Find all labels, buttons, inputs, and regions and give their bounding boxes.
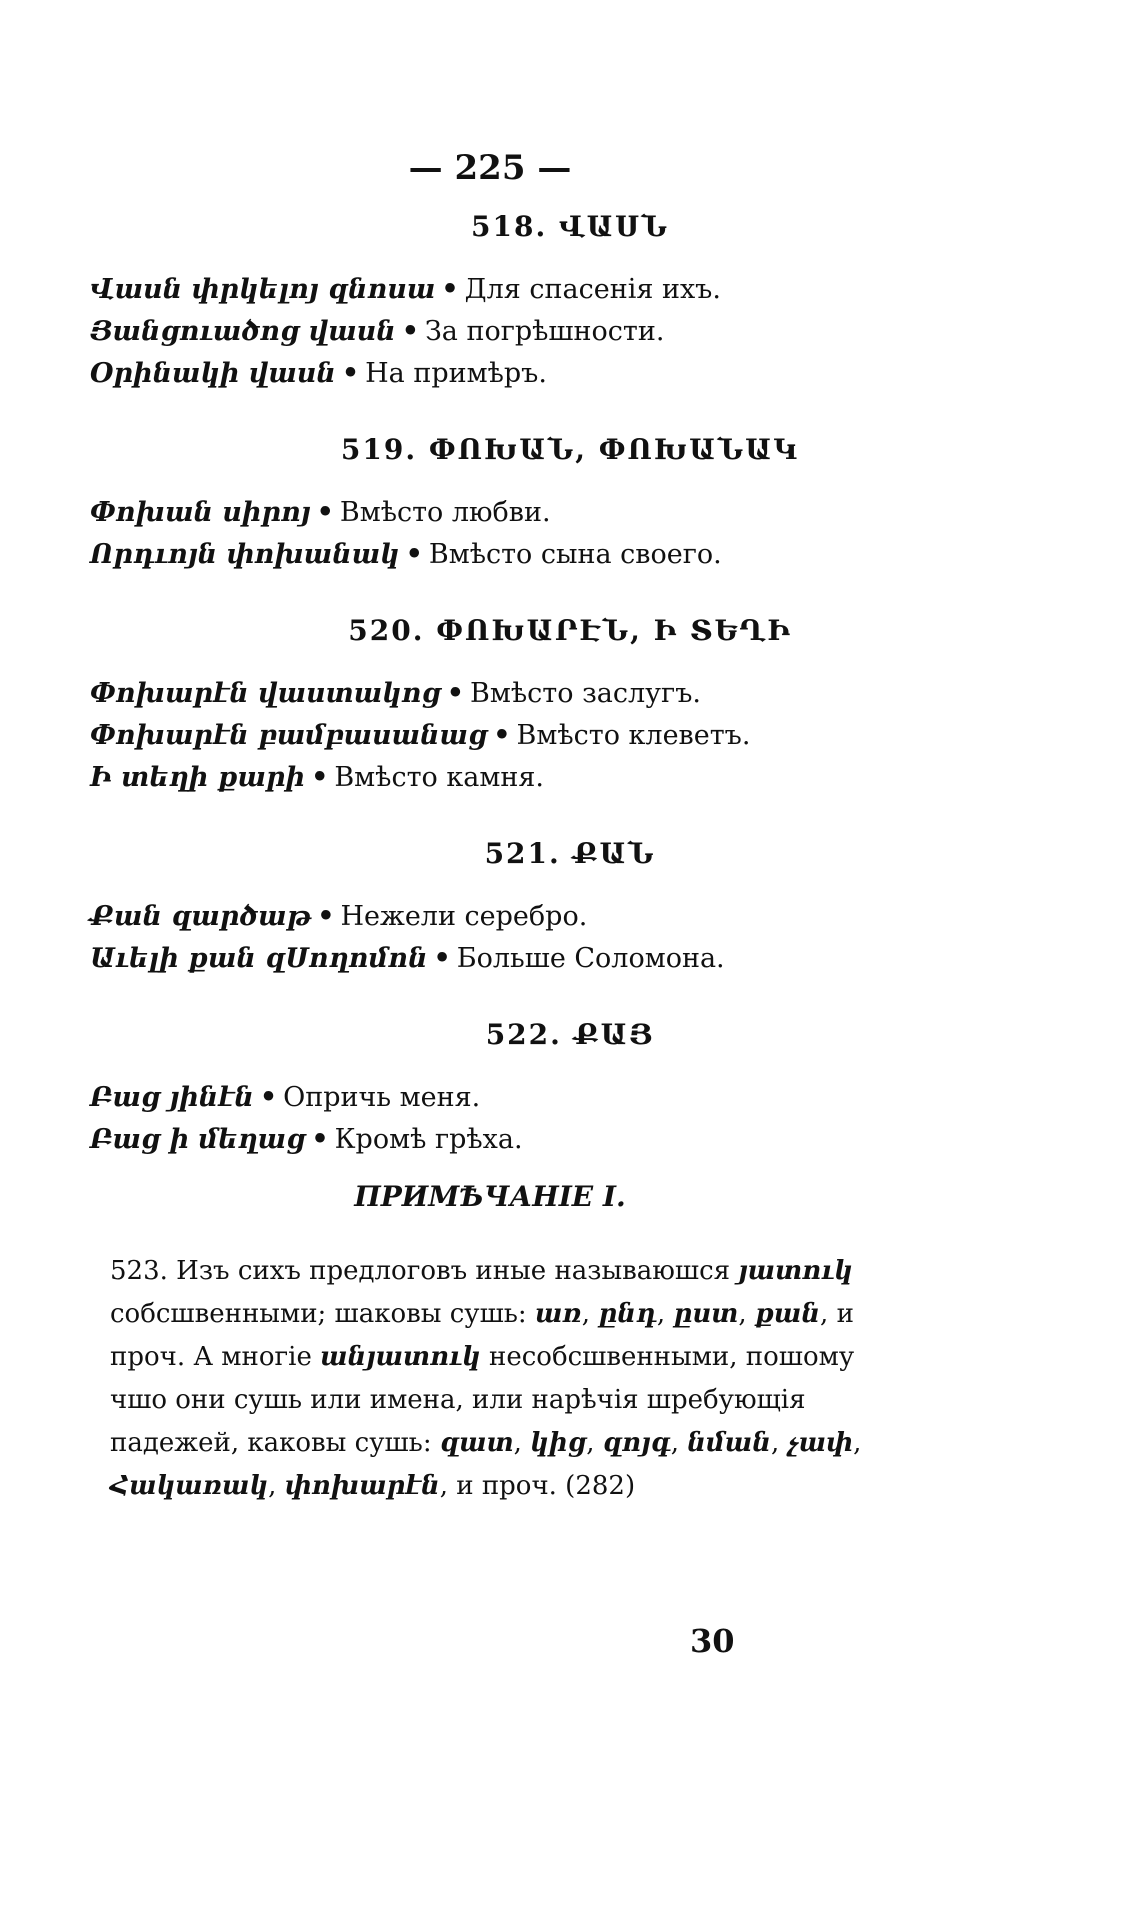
note-text: несобсшвенными, пошому чшо они сушь или имена, или нарѣчія шребующія падежей, каковы сушь:	[110, 1342, 855, 1458]
example-line: Քան զարծաթ • Нежели серебро.	[90, 901, 588, 932]
russian-translation: На примѣръ.	[365, 358, 547, 389]
note-paragraph	[110, 1250, 910, 1508]
russian-translation: Опричь меня.	[283, 1082, 481, 1113]
russian-translation: Вмѣсто камня.	[334, 762, 544, 793]
russian-translation: Вмѣсто клеветъ.	[516, 720, 751, 751]
example-line: Փոխարէն վաստակոց • Вмѣсто заслугъ.	[90, 678, 701, 709]
example-line: Փոխարէն բամբասանաց • Вмѣсто клеветъ.	[90, 720, 751, 751]
note-text: 523. Изъ сихъ предлоговъ иные называюшся	[110, 1256, 739, 1286]
armenian-phrase: Քան զարծաթ	[90, 901, 312, 932]
armenian-phrase: Աւելի քան զՍողոմոն	[90, 943, 428, 974]
armenian-phrase: Բաց յինէն	[90, 1082, 254, 1113]
example-line: Յանցուածոց վասն • За погрѣшности.	[90, 316, 665, 347]
note-text: ,	[268, 1471, 285, 1501]
entry	[90, 433, 990, 576]
russian-translation: Нежели серебро.	[340, 901, 588, 932]
entry-heading: 522. ՔԱՅ	[485, 1018, 655, 1051]
armenian-phrase: Օրինակի վասն	[90, 358, 336, 389]
armenian-term: նման	[687, 1428, 771, 1458]
note-text: ,	[770, 1428, 788, 1458]
note-text: ,	[656, 1299, 674, 1329]
armenian-phrase: Վասն փրկելոյ զնոսա	[90, 274, 436, 305]
example-line: Փոխան սիրոյ • Вмѣсто любви.	[90, 497, 551, 528]
armenian-term: զոյգ	[602, 1428, 671, 1458]
armenian-term: քան	[754, 1299, 821, 1329]
entry	[90, 837, 990, 980]
russian-translation: Кромѣ грѣха.	[334, 1124, 523, 1155]
note-text: ,	[670, 1428, 688, 1458]
entry	[90, 210, 990, 395]
entry-heading: 519. ՓՈԽԱՆ, ՓՈԽԱՆԱԿ	[340, 433, 800, 466]
example-line: Վասն փրկելոյ զնոսա • Для спасенія ихъ.	[90, 274, 721, 305]
russian-translation: Вмѣсто любви.	[339, 497, 551, 528]
armenian-phrase: Յանցուածոց վասն	[90, 316, 396, 347]
armenian-term: Հակառակ	[110, 1471, 269, 1501]
armenian-term: ընդ	[598, 1299, 657, 1329]
note-text: , и проч. (282)	[439, 1471, 636, 1501]
armenian-term: չափ	[787, 1428, 854, 1458]
armenian-term: զատ	[439, 1428, 514, 1458]
russian-translation: За погрѣшности.	[424, 316, 665, 347]
note-title: ПРИМѢЧАНІЕ I.	[354, 1180, 626, 1213]
note-text: ,	[581, 1299, 599, 1329]
page-number: — 225 —	[408, 148, 572, 188]
example-line: Աւելի քան զՍողոմոն • Больше Соломона.	[90, 943, 725, 974]
note-text: собсшвенными; шаковы сушь:	[110, 1299, 535, 1329]
armenian-term: անյատուկ	[320, 1342, 481, 1372]
entry	[90, 1018, 990, 1161]
example-line: Որդւոյն փոխանակ • Вмѣсто сына своего.	[90, 539, 722, 570]
signature-number: 30	[690, 1622, 735, 1660]
armenian-phrase: Փոխարէն վաստակոց	[90, 678, 441, 709]
russian-translation: Вмѣсто сына своего.	[428, 539, 722, 570]
armenian-term: կից	[530, 1428, 587, 1458]
entry	[90, 614, 990, 799]
armenian-term: փոխարէն	[284, 1471, 440, 1501]
armenian-phrase: Որդւոյն փոխանակ	[90, 539, 400, 570]
entry-heading: 521. ՔԱՆ	[484, 837, 656, 870]
note-text: , и проч. А многіе	[110, 1299, 854, 1372]
russian-translation: Для спасенія ихъ.	[464, 274, 721, 305]
entries-list	[90, 210, 990, 1199]
armenian-term: ըստ	[673, 1299, 739, 1329]
armenian-term: յատուկ	[738, 1256, 853, 1286]
example-line: Ի տեղի քարի • Вмѣсто камня.	[90, 762, 544, 793]
russian-translation: Больше Соломона.	[456, 943, 725, 974]
note-text: ,	[586, 1428, 603, 1458]
note-text: ,	[513, 1428, 531, 1458]
example-line: Բաց յինէն • Опричь меня.	[90, 1082, 481, 1113]
note-text: ,	[853, 1428, 862, 1458]
armenian-term: առ	[534, 1299, 582, 1329]
example-line: Բաց ի մեղաց • Кромѣ грѣха.	[90, 1124, 523, 1155]
note-text: ,	[738, 1299, 755, 1329]
armenian-phrase: Ի տեղի քարի	[90, 762, 306, 793]
armenian-phrase: Փոխան սիրոյ	[90, 497, 311, 528]
entry-heading: 520. ՓՈԽԱՐԷՆ, Ի ՏԵՂԻ	[348, 614, 792, 647]
armenian-phrase: Փոխարէն բամբասանաց	[90, 720, 488, 751]
entry-heading: 518. ՎԱՍՆ	[471, 210, 669, 243]
armenian-phrase: Բաց ի մեղաց	[90, 1124, 306, 1155]
example-line: Օրինակի վասն • На примѣръ.	[90, 358, 547, 389]
russian-translation: Вмѣсто заслугъ.	[470, 678, 701, 709]
